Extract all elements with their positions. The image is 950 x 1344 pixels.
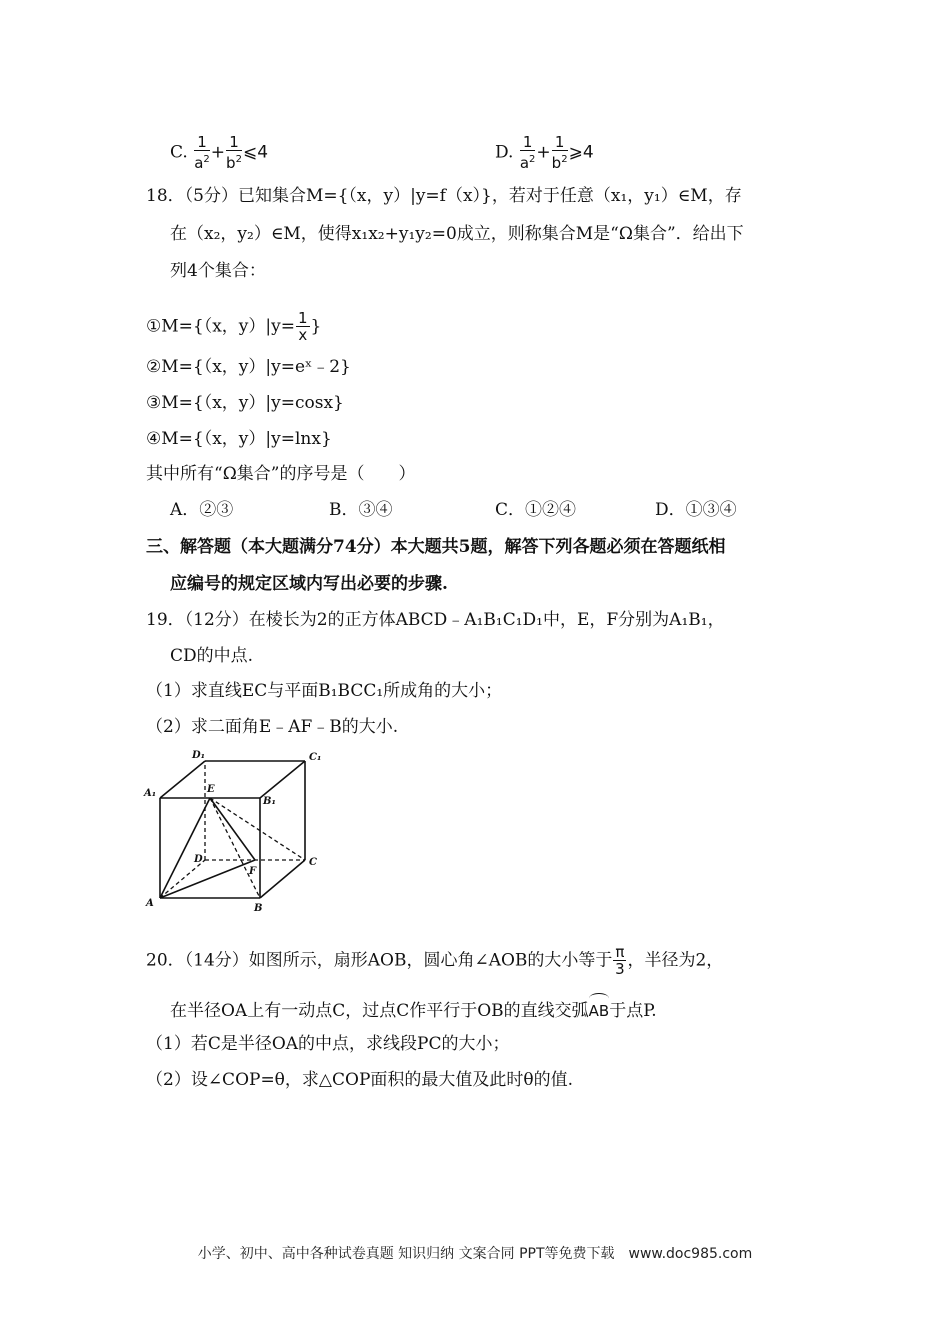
q20-arc-ab: AB: [589, 995, 610, 1023]
q17-c-frac1: $\frac{1}{a^2}$: [194, 133, 210, 172]
q17-d-relation: ⩾4: [568, 142, 594, 163]
q17-option-c-label: C.: [170, 142, 188, 163]
label-e: E: [207, 784, 215, 795]
edge-a-d: [160, 860, 205, 898]
q19-part1: （1）求直线EC与平面B₁BCC₁所成角的大小；: [146, 681, 503, 701]
q17-option-d: D. $\frac{1}{a^2}$ + $\frac{1}{b^2}$ ⩾4: [495, 133, 594, 172]
label-f: F: [249, 866, 257, 877]
q17-d-frac2: $\frac{1}{b^2}$: [551, 133, 568, 172]
section3-heading-line1: 三、解答题（本大题满分74分）本大题共5题，解答下列各题必须在答题纸相: [146, 537, 726, 557]
segment-a-e: [160, 798, 210, 898]
label-a1: A₁: [144, 788, 157, 799]
q17-d-frac1: $\frac{1}{a^2}$: [519, 133, 536, 172]
q18-question: 其中所有“Ω集合”的序号是（ ）: [146, 464, 416, 484]
q17-c-frac2: $\frac{1}{b^2}$: [226, 133, 242, 172]
label-d1: D₁: [192, 750, 206, 761]
q20-part2: （2）设∠COP=θ，求△COP面积的最大值及此时θ的值.: [146, 1070, 574, 1090]
q19-part2: （2）求二面角E﹣AF﹣B的大小.: [146, 717, 399, 737]
q18-line2: 在（x₂，y₂）∈M，使得x₁x₂+y₁y₂=0成立，则称集合M是“Ω集合”．给出下: [170, 224, 744, 244]
q18-option-a: A．②③: [170, 500, 234, 520]
q18-option-b: B．③④: [329, 500, 393, 520]
q17-option-c: C. $\frac{1}{a^2}$ + $\frac{1}{b^2}$ ⩽4: [170, 133, 269, 172]
q20-pi-over-3: $\frac{\pi}{3}$: [615, 943, 625, 978]
q18-set4: ④M={（x，y）|y=lnx}: [146, 429, 332, 449]
q18-set1: ①M={（x，y）|y= $\frac{1}{x}$ }: [146, 309, 322, 344]
cube-figure: [142, 748, 332, 918]
q18-option-d: D．①③④: [655, 500, 737, 520]
edge-b1-c1: [260, 761, 305, 798]
segment-e-f: [210, 798, 255, 860]
q17-option-d-label: D.: [495, 142, 514, 163]
q18-set2: ②M={（x，y）|y=eˣ﹣2}: [146, 357, 351, 377]
label-c1: C₁: [309, 752, 322, 763]
label-b1: B₁: [263, 796, 276, 807]
page-footer: 小学、初中、高中各种试卷真题 知识归纳 文案合同 PPT等免费下载 www.doc985.com: [197, 1246, 753, 1262]
q18-set1-frac: $\frac{1}{x}$: [297, 309, 308, 344]
segment-a-f: [160, 860, 255, 898]
label-d: D: [194, 854, 203, 865]
q18-set3: ③M={（x，y）|y=cosx}: [146, 393, 344, 413]
q17-c-relation: ⩽4: [242, 142, 269, 163]
q20-line2: 在半径OA上有一动点C，过点C作平行于OB的直线交弧AB于点P.: [170, 995, 657, 1023]
label-c: C: [309, 857, 317, 868]
q18-line3: 列4个集合：: [170, 261, 266, 281]
section3-heading-line2: 应编号的规定区域内写出必要的步骤.: [170, 574, 448, 594]
edge-a1-d1: [160, 761, 205, 798]
q19-line1: 19．（12分）在棱长为2的正方体ABCD﹣A₁B₁C₁D₁中，E，F分别为A₁B₁，: [146, 610, 725, 630]
q18-line1: 18．（5分）已知集合M={（x，y）|y=f（x）}，若对于任意（x₁，y₁）∈M，存: [146, 186, 742, 206]
q20-part1: （1）若C是半径OA的中点，求线段PC的大小；: [146, 1034, 510, 1054]
segment-e-b: [210, 798, 260, 898]
label-b: B: [254, 903, 263, 914]
q19-line2: CD的中点.: [170, 646, 254, 666]
q20-line1: 20．（14分）如图所示，扇形AOB，圆心角∠AOB的大小等于 $\frac{\pi}{3}$ ，半径为2，: [146, 943, 724, 978]
label-a: A: [146, 898, 154, 909]
segment-e-c: [210, 798, 305, 860]
q18-option-c: C．①②④: [495, 500, 577, 520]
edge-b-c: [260, 860, 305, 898]
